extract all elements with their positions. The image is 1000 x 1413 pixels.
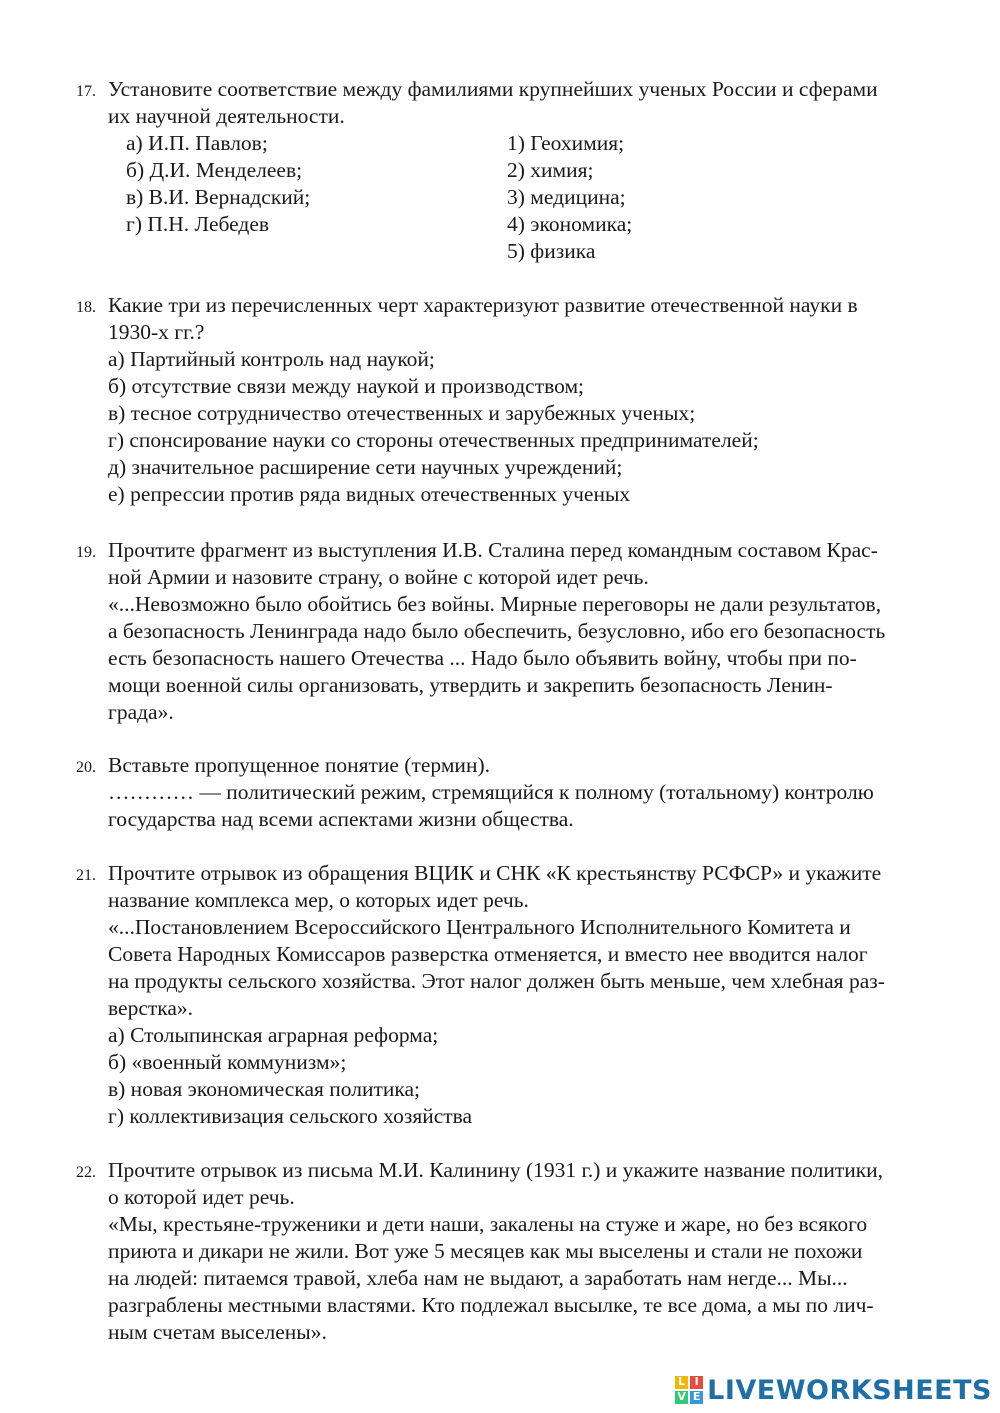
quote-line: а безопасность Ленинграда надо было обеспечить, безусловно, ибо его безопасность bbox=[108, 619, 886, 643]
answer-option: в) новая экономическая политика; bbox=[108, 1077, 421, 1101]
question-prompt-line: о которой идет речь. bbox=[108, 1185, 295, 1209]
question-prompt-line: ной Армии и назовите страну, о войне с которой идет речь. bbox=[108, 565, 649, 589]
quote-line: ным счетам выселены». bbox=[108, 1320, 327, 1344]
question-number: 21. bbox=[76, 867, 96, 884]
question-prompt-line: Вставьте пропущенное понятие (термин). bbox=[108, 753, 490, 777]
answer-option: г) коллективизация сельского хозяйства bbox=[108, 1104, 473, 1128]
question-prompt-line: Прочтите отрывок из письма М.И. Калинину (1931 г.) и укажите название политики, bbox=[108, 1158, 884, 1182]
question-19 bbox=[76, 537, 952, 726]
question-number: 20. bbox=[76, 759, 96, 776]
quote-line: мощи военной силы организовать, утвердить и закрепить безопасность Ленин- bbox=[108, 673, 833, 697]
answer-options bbox=[108, 346, 952, 508]
quote-line: града». bbox=[108, 700, 174, 724]
answer-option: б) «военный коммунизм»; bbox=[108, 1050, 347, 1074]
quote-line: разграблены местными властями. Кто подлежал высылке, те все дома, а мы по лич- bbox=[108, 1293, 874, 1317]
question-prompt-line: название комплекса мер, о которых идет речь. bbox=[108, 888, 529, 912]
mark-letter: I bbox=[690, 1376, 703, 1389]
quote-line: «Мы, крестьяне-труженики и дети наши, закалены на стуже и жаре, но без всякого bbox=[108, 1212, 868, 1236]
field-item: 5) физика bbox=[507, 239, 596, 263]
question-17 bbox=[76, 76, 952, 265]
quote-line: Совета Народных Комиссаров разверстка отменяется, и вместо нее вводится налог bbox=[108, 942, 868, 966]
question-number: 19. bbox=[76, 544, 96, 561]
question-prompt-line: Прочтите отрывок из обращения ВЦИК и СНК «К крестьянству РСФСР» и укажите bbox=[108, 861, 882, 885]
mark-letter: E bbox=[690, 1391, 703, 1404]
answer-option: е) репрессии против ряда видных отечественных ученых bbox=[108, 482, 631, 506]
question-21 bbox=[76, 860, 952, 1130]
mark-letter: L bbox=[675, 1376, 688, 1389]
answer-option: а) Столыпинская аграрная реформа; bbox=[108, 1023, 439, 1047]
question-number: 22. bbox=[76, 1164, 96, 1181]
scientist-item: б) Д.И. Менделеев; bbox=[126, 158, 303, 182]
quote-line: есть безопасность нашего Отечества ... Надо было объявить войну, чтобы при по- bbox=[108, 646, 857, 670]
answer-option: в) тесное сотрудничество отечественных и зарубежных ученых; bbox=[108, 401, 696, 425]
answer-options bbox=[108, 1022, 952, 1130]
scientist-item: г) П.Н. Лебедев bbox=[126, 212, 270, 236]
quote-line: верстка». bbox=[108, 996, 194, 1020]
question-prompt-line: 1930-х гг.? bbox=[108, 320, 205, 344]
quote-line: «...Невозможно было обойтись без войны. Мирные переговоры не дали результатов, bbox=[108, 592, 882, 616]
field-item: 2) химия; bbox=[507, 158, 594, 182]
scientist-item: в) В.И. Вернадский; bbox=[126, 185, 311, 209]
question-22 bbox=[76, 1157, 952, 1346]
scientists-column bbox=[126, 130, 310, 238]
question-prompt-line: Прочтите фрагмент из выступления И.В. Сталина перед командным составом Крас- bbox=[108, 538, 878, 562]
scientist-item: а) И.П. Павлов; bbox=[126, 131, 268, 155]
matching-columns bbox=[126, 130, 952, 265]
quote-line: «...Постановлением Всероссийского Центрального Исполнительного Комитета и bbox=[108, 915, 851, 939]
fill-blank-line: государства над всеми аспектами жизни общества. bbox=[108, 807, 574, 831]
liveworksheets-wordmark: LIVEWORKSHEETS bbox=[707, 1374, 992, 1406]
question-20 bbox=[76, 752, 952, 833]
question-18 bbox=[76, 292, 952, 508]
field-item: 4) экономика; bbox=[507, 212, 633, 236]
field-item: 3) медицина; bbox=[507, 185, 626, 209]
fill-blank-line: ………… — политический режим, стремящийся к полному (тотальному) контролю bbox=[108, 780, 874, 804]
question-prompt-line: Установите соответствие между фамилиями крупнейших ученых России и сферами bbox=[108, 77, 878, 101]
answer-option: д) значительное расширение сети научных учреждений; bbox=[108, 455, 623, 479]
fields-column bbox=[507, 130, 632, 265]
answer-option: а) Партийный контроль над наукой; bbox=[108, 347, 435, 371]
quote-line: на людей: питаемся травой, хлеба нам не выдают, а заработать нам негде... Мы... bbox=[108, 1266, 848, 1290]
answer-option: б) отсутствие связи между наукой и производством; bbox=[108, 374, 585, 398]
quote-line: приюта и дикари не жили. Вот уже 5 месяцев как мы выселены и стали не похожи bbox=[108, 1239, 863, 1263]
question-number: 17. bbox=[76, 83, 96, 100]
liveworksheets-logo bbox=[675, 1373, 992, 1407]
question-number: 18. bbox=[76, 299, 96, 316]
question-prompt-line: Какие три из перечисленных черт характеризуют развитие отечественной науки в bbox=[108, 293, 858, 317]
question-prompt-line: их научной деятельности. bbox=[108, 104, 345, 128]
mark-letter: V bbox=[675, 1391, 688, 1404]
quote-line: на продукты сельского хозяйства. Этот налог должен быть меньше, чем хлебная раз- bbox=[108, 969, 885, 993]
field-item: 1) Геохимия; bbox=[507, 131, 625, 155]
liveworksheets-mark-icon bbox=[675, 1376, 703, 1404]
answer-option: г) спонсирование науки со стороны отечественных предпринимателей; bbox=[108, 428, 759, 452]
